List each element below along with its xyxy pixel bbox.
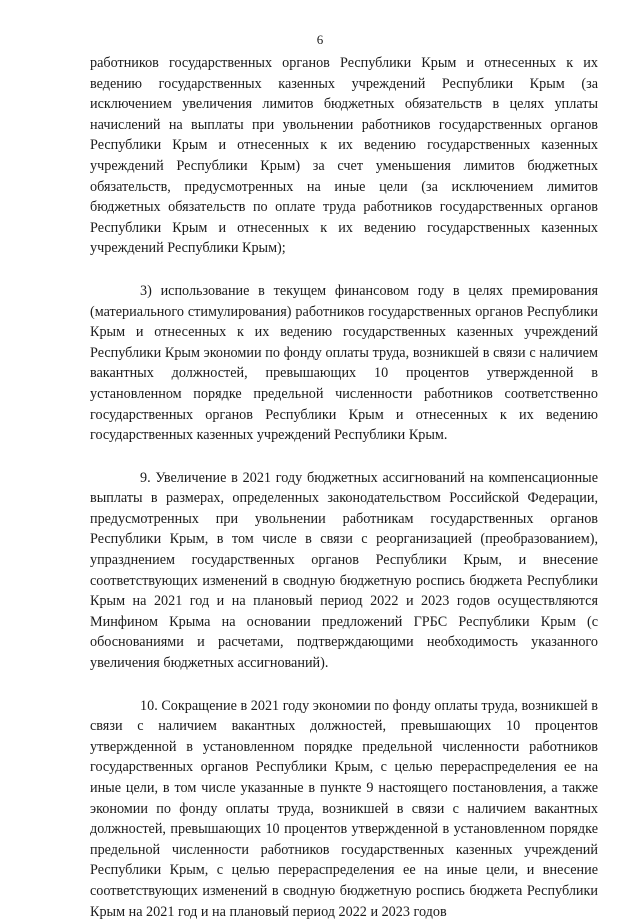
document-body bbox=[90, 53, 598, 922]
paragraph-item-3: 3) использование в текущем финансовом году в целях премирования (материального стимулирования) работников государственных органов Республики Крым и отнесенных к их ведению государственных казенных учреждений Республики Крым экономии по фонду оплаты труда, возникшей в связи с наличием вакантных должностей, превышающих 10 процентов утвержденной в установленном порядке предельной численности работников соответственно государственных органов Республики Крым и отнесенных к их ведению государственных казенных учреждений Республики Крым. bbox=[90, 282, 598, 444]
page-number: 6 bbox=[316, 32, 324, 47]
paragraph-clause-10: 10. Сокращение в 2021 году экономии по фонду оплаты труда, возникшей в связи с наличием вакантных должностей, превышающих 10 процентов утвержденной в установленном порядке предельной численности работников государственных органов Республики Крым, с целью перераспределения ее на иные цели, в том числе указанные в пункте 9 настоящего постановления, а также экономии по фонду оплаты труда, возникшей в связи с наличием вакантных должностей, превышающих 10 процентов утвержденной в установленном порядке предельной численности работников государственных казенных учреждений Республики Крым, с целью перераспределения ее на иные цели, и внесение соответствующих изменений в сводную бюджетную роспись бюджета Республики Крым на 2021 год и на плановый период 2022 и 2023 годов bbox=[90, 697, 598, 920]
paragraph-clause-9: 9. Увеличение в 2021 году бюджетных ассигнований на компенсационные выплаты в размерах, определенных законодательством Российской Федерации, предусмотренных при увольнении работникам государственных органов Республики Крым, в том числе в связи с реорганизацией (преобразованием), упразднением государственных органов Республики Крым, и внесение соответствующих изменений в сводную бюджетную роспись бюджета Республики Крым на 2021 год и на плановый период 2022 и 2023 годов осуществляются Минфином Крыма на основании предложений ГРБС Республики Крым (с обоснованиями и расчетами, подтверждающими необходимость указанного увеличения бюджетных ассигнований). bbox=[90, 469, 598, 672]
paragraph-continuation: работников государственных органов Республики Крым и отнесенных к их ведению государственных казенных учреждений Республики Крым (за исключением увеличения лимитов бюджетных обязательств в целях уплаты начислений на выплаты при увольнении работников государственных органов Республики Крым и отнесенных к их ведению государственных казенных учреждений Республики Крым) за счет уменьшения лимитов бюджетных обязательств, предусмотренных на иные цели (за исключением лимитов бюджетных обязательств по оплате труда работников государственных органов Республики Крым и отнесенных к их ведению государственных казенных учреждений Республики Крым); bbox=[90, 55, 598, 257]
